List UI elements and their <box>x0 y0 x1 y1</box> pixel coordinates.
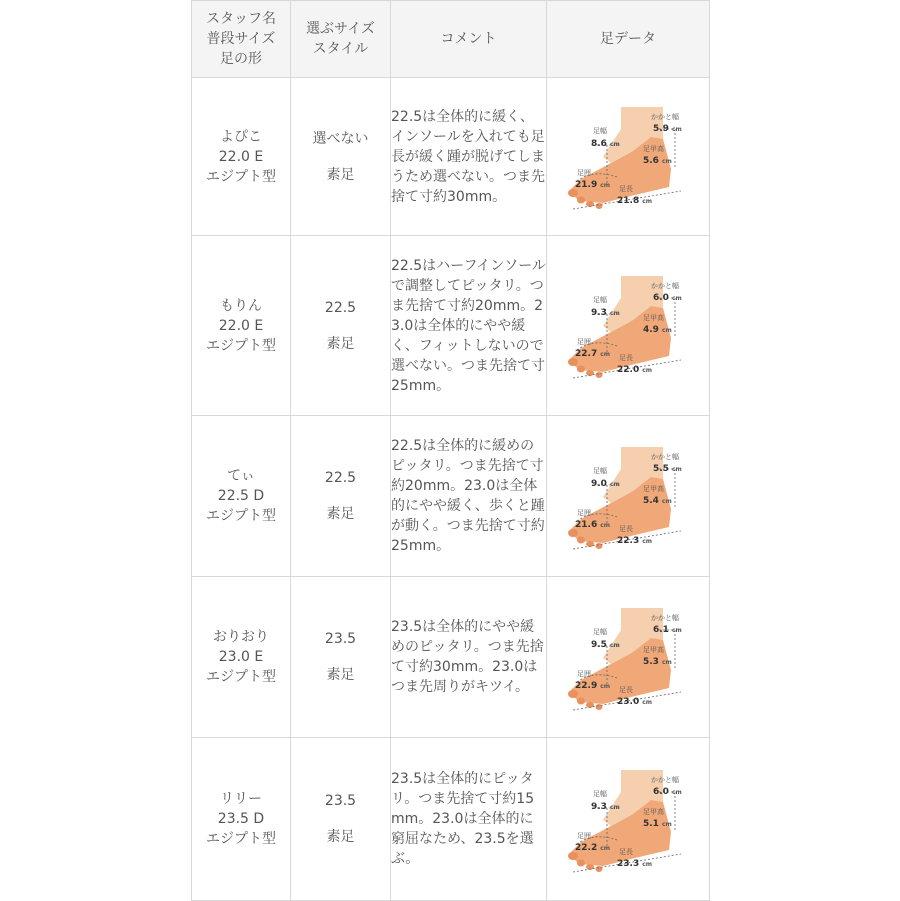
foot-data-cell <box>547 577 710 738</box>
foot-diagram <box>563 268 693 383</box>
toe-icon <box>568 852 578 860</box>
label-ashicho: 足長 <box>619 524 633 533</box>
label-ashihaba: 足幅 <box>593 789 607 798</box>
table-row-2 <box>192 236 710 416</box>
header-foot-shape: 足の形 <box>220 51 262 67</box>
header-choice <box>291 1 391 78</box>
value-kakato: 6.1 cm <box>653 624 682 635</box>
label-ashimawari: 足囲 <box>577 338 591 346</box>
label-kakato: かかと幅 <box>651 613 679 622</box>
value-kouheki: 5.6 cm <box>643 156 672 166</box>
value-ashicho: 23.3 cm <box>617 858 653 869</box>
chosen-size: 22.5 <box>324 470 357 486</box>
label-kouheki: 足甲高 <box>643 145 664 153</box>
staff-cell <box>192 236 291 416</box>
label-ashihaba: 足幅 <box>593 627 607 636</box>
choice-cell <box>291 236 391 416</box>
header-comment: コメント <box>391 1 547 78</box>
foot-diagram <box>563 600 693 715</box>
header-row <box>192 1 710 78</box>
staff-size-table <box>191 0 710 901</box>
header-style: スタイル <box>312 41 369 57</box>
value-kakato: 5.9 cm <box>653 124 682 134</box>
wear-style: 素足 <box>326 667 355 683</box>
choice-cell <box>291 78 391 236</box>
comment-cell <box>391 78 547 236</box>
choice-cell <box>291 577 391 738</box>
comment-cell <box>391 577 547 738</box>
toe-icon <box>568 358 578 366</box>
usual-size: 22.0 E <box>218 148 264 165</box>
staff-name: リリー <box>220 791 262 807</box>
value-ashicho: 21.8 cm <box>617 196 653 206</box>
usual-size: 23.0 E <box>218 649 264 665</box>
value-ashihaba: 9.5 cm <box>591 639 620 650</box>
label-ashimawari: 足囲 <box>577 169 591 177</box>
toe-icon <box>577 366 585 373</box>
foot-shape: エジプト型 <box>206 669 276 685</box>
value-ashicho: 22.0 cm <box>617 365 653 375</box>
toe-icon <box>577 697 585 704</box>
foot-diagram <box>563 439 693 554</box>
foot-data-cell <box>547 236 710 416</box>
label-kakato: かかと幅 <box>651 775 679 784</box>
foot-shape: エジプト型 <box>206 337 276 354</box>
table-row-1 <box>192 78 710 236</box>
wear-style: 素足 <box>326 829 355 845</box>
label-ashihaba: 足幅 <box>593 127 607 135</box>
value-kouheki: 5.1 cm <box>643 818 672 829</box>
toe-icon <box>568 529 578 537</box>
value-kouheki: 5.4 cm <box>643 495 672 506</box>
value-kakato: 6.0 cm <box>653 293 682 303</box>
value-ashimawari: 22.9 cm <box>575 680 611 691</box>
staff-name: おりおり <box>213 629 269 645</box>
foot-shape: エジプト型 <box>206 168 276 185</box>
staff-name: よぴこ <box>220 128 262 145</box>
usual-size: 23.5 D <box>217 811 265 827</box>
label-kakato: かかと幅 <box>651 282 679 290</box>
toe-icon <box>577 859 585 866</box>
chosen-size: 22.5 <box>324 299 357 316</box>
toe-icon <box>568 690 578 698</box>
comment-text: 22.5は全体的に緩く、インソールを入れても足長が緩く踵が脱げてしまうため選べない。つま先捨て寸約30mm。 <box>391 108 545 205</box>
comment-text: 23.5は全体的にやや緩めのピッタリ。つま先捨て寸約30mm。23.0はつま先周りがキツイ。 <box>391 619 544 695</box>
chosen-size: 選べない <box>312 130 369 147</box>
header-staff-name: スタッフ名 <box>206 11 276 27</box>
label-kouheki: 足甲高 <box>643 807 664 816</box>
header-staff <box>192 1 291 78</box>
value-ashimawari: 21.9 cm <box>575 180 611 190</box>
usual-size: 22.5 D <box>217 488 265 504</box>
foot-data-cell <box>547 416 710 577</box>
value-kouheki: 5.3 cm <box>643 656 672 667</box>
value-ashicho: 23.0 cm <box>617 696 653 707</box>
table-row-5 <box>192 738 710 901</box>
chosen-size: 23.5 <box>324 631 357 647</box>
toe-icon <box>577 197 585 204</box>
value-ashimawari: 22.7 cm <box>575 349 611 359</box>
label-ashicho: 足長 <box>619 847 633 856</box>
label-kouheki: 足甲高 <box>643 484 664 493</box>
staff-name: もりん <box>220 297 262 314</box>
staff-cell <box>192 738 291 901</box>
comment-text: 22.5はハーフインソールで調整してピッタリ。つま先捨て寸約20mm。23.0は全体的にやや緩く、フィットしないので選べない。つま先捨て寸25mm。 <box>391 257 546 394</box>
choice-cell <box>291 738 391 901</box>
header-foot-data: 足データ <box>547 1 710 78</box>
comment-cell <box>391 416 547 577</box>
wear-style: 素足 <box>326 506 355 522</box>
wear-style: 素足 <box>326 335 355 352</box>
label-kouheki: 足甲高 <box>643 645 664 654</box>
usual-size: 22.0 E <box>218 317 264 334</box>
label-kouheki: 足甲高 <box>643 314 664 322</box>
label-ashimawari: 足囲 <box>577 831 591 840</box>
comment-cell <box>391 738 547 901</box>
value-kakato: 6.0 cm <box>653 786 682 797</box>
value-ashimawari: 22.2 cm <box>575 842 611 853</box>
header-chosen-size: 選ぶサイズ <box>306 21 375 37</box>
label-ashimawari: 足囲 <box>577 669 591 678</box>
label-ashihaba: 足幅 <box>593 296 607 304</box>
value-kouheki: 4.9 cm <box>643 325 672 335</box>
foot-diagram <box>563 99 693 214</box>
label-kakato: かかと幅 <box>651 113 679 121</box>
foot-shape: エジプト型 <box>206 831 276 847</box>
label-ashicho: 足長 <box>619 354 633 362</box>
wear-style: 素足 <box>326 166 355 183</box>
foot-data-cell <box>547 738 710 901</box>
foot-diagram <box>563 762 693 877</box>
comment-text: 23.5は全体的にピッタリ。つま先捨て寸約15mm。23.0は全体的に窮屈なため、23.5を選ぶ。 <box>391 771 535 867</box>
comment-cell <box>391 236 547 416</box>
label-ashimawari: 足囲 <box>577 508 591 517</box>
staff-cell <box>192 577 291 738</box>
header-usual-size: 普段サイズ <box>206 31 276 47</box>
staff-name: てぃ <box>227 468 255 484</box>
table-row-3 <box>192 416 710 577</box>
value-ashihaba: 9.3 cm <box>591 308 620 318</box>
label-ashicho: 足長 <box>619 685 633 694</box>
label-ashihaba: 足幅 <box>593 466 607 475</box>
table-row-4 <box>192 577 710 738</box>
label-kakato: かかと幅 <box>651 452 679 461</box>
foot-data-cell <box>547 78 710 236</box>
value-ashihaba: 8.6 cm <box>591 139 620 149</box>
value-ashimawari: 21.6 cm <box>575 519 611 530</box>
value-ashicho: 22.3 cm <box>617 535 653 546</box>
value-ashihaba: 9.0 cm <box>591 478 620 489</box>
foot-shape: エジプト型 <box>206 508 276 524</box>
label-ashicho: 足長 <box>619 185 633 193</box>
staff-cell <box>192 78 291 236</box>
comment-text: 22.5は全体的に緩めのピッタリ。つま先捨て寸約20mm。23.0は全体的にやや緩く、歩くと踵が動く。つま先捨て寸約25mm。 <box>391 438 545 554</box>
chosen-size: 23.5 <box>324 793 357 809</box>
toe-icon <box>568 189 578 197</box>
choice-cell <box>291 416 391 577</box>
value-ashihaba: 9.3 cm <box>591 801 620 812</box>
staff-cell <box>192 416 291 577</box>
value-kakato: 5.5 cm <box>653 463 682 474</box>
toe-icon <box>577 536 585 543</box>
